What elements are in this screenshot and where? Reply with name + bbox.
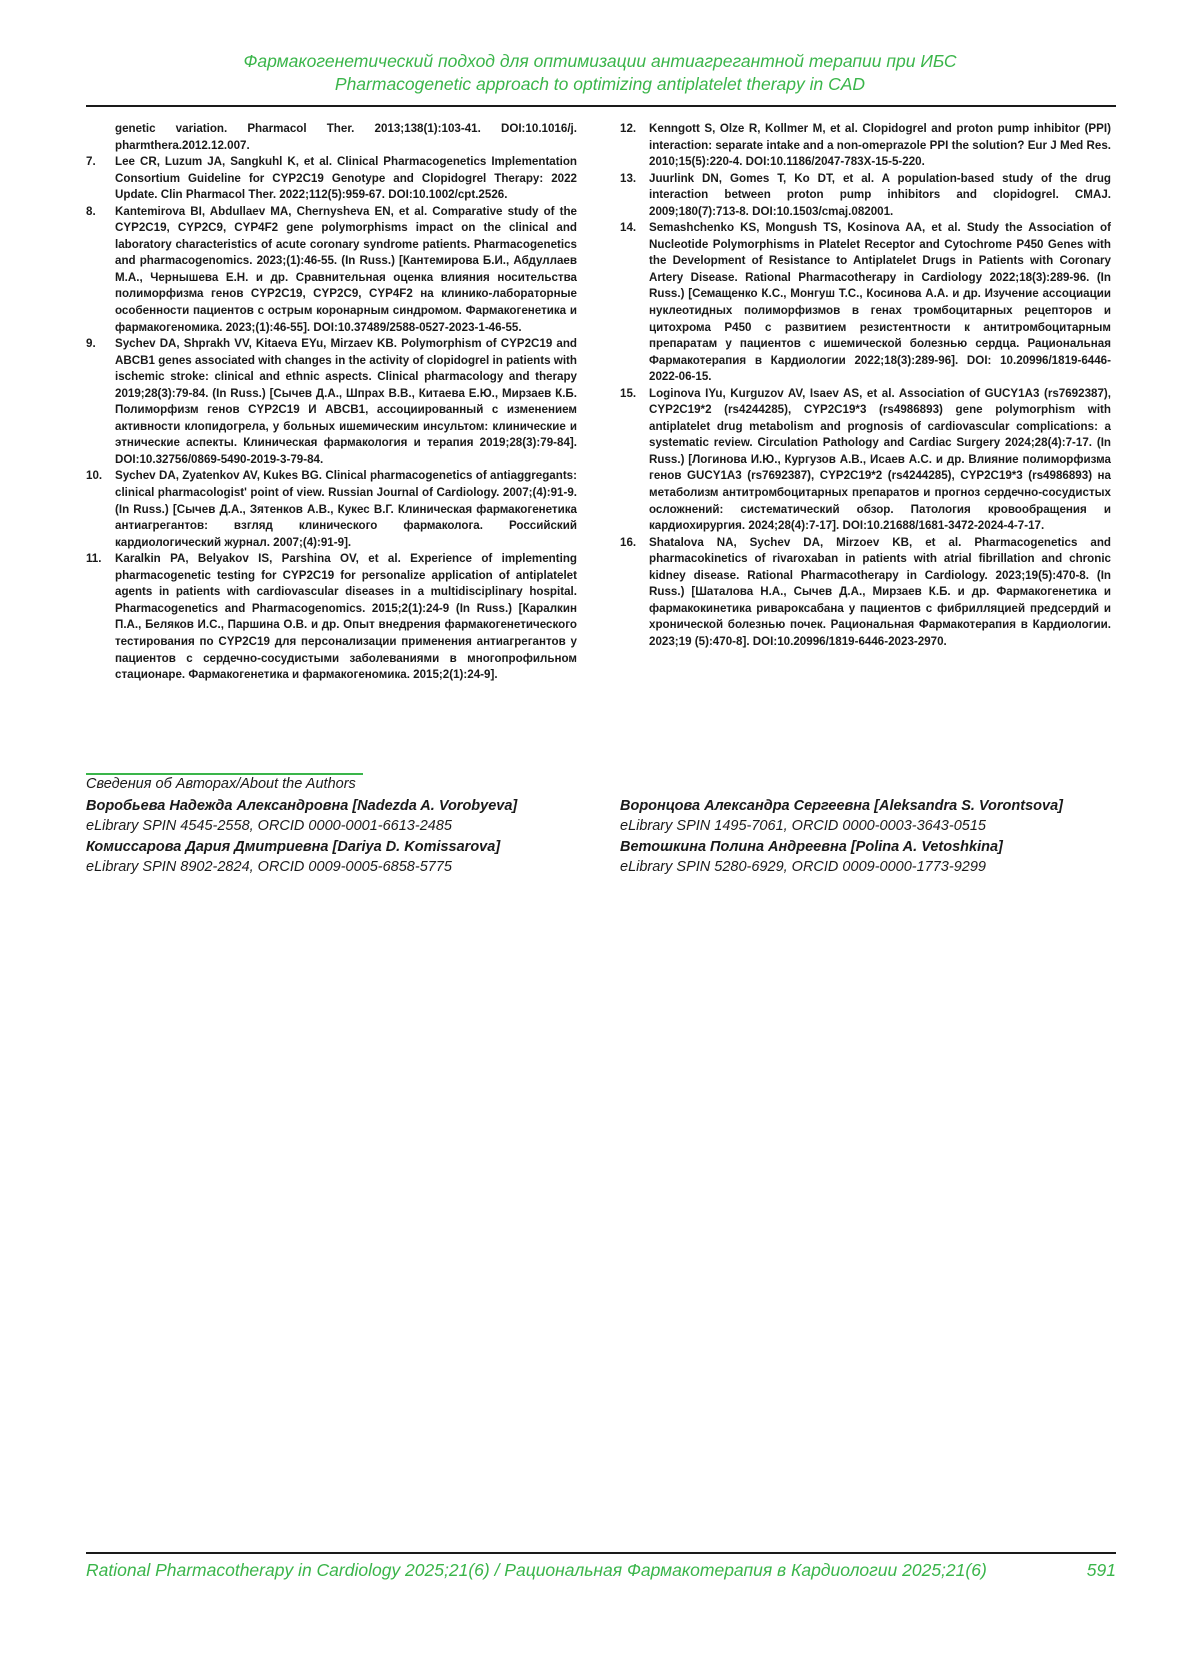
references-right-column [620, 121, 1111, 651]
reference-number: 9. [86, 337, 96, 351]
author-identifiers: eLibrary SPIN 5280-6929, ORCID 0009-0000-1773-9299 [620, 859, 986, 875]
header-title-en: Pharmacogenetic approach to optimizing antiplatelet therapy in CAD [334, 74, 866, 94]
reference-number: 10. [86, 469, 103, 483]
reference-item [86, 468, 577, 551]
reference-number: 15. [620, 386, 637, 400]
reference-number: 16. [620, 535, 637, 549]
author-name: Воробьева Надежда Александровна [Nadezda A. Vorobyeva] [86, 798, 518, 814]
page-number: 591 [1086, 1560, 1116, 1580]
reference-text: Sychev DA, Shprakh VV, Kitaeva EYu, Mirzaev KB. Polymorphism of CYP2C19 and ABCB1 genes associated with changes in the activity of clopidogrel in patients with ischemic stroke: clinical and ethnic aspects. Clinical pharmacology and therapy 2019;28(3):79-84. (In Russ.) [Сычев Д.А., Шпрах В.В., Китаева Е.Ю., Мирзаев К.Б. Полиморфизм генов CYP2C19 И ABCB1, ассоциированный с изменением активности клопидогрела, у больных ишемическим инсультом: клинические и этнические аспекты. Клиническая фармакология и терапия 2019;28(3):79-84]. DOI:10.32756/0869-5490-2019-3-79-84. [115, 337, 577, 466]
reference-item [86, 551, 577, 683]
reference-item [620, 171, 1111, 221]
author-name: Воронцова Александра Сергеевна [Aleksandra S. Vorontsova] [620, 798, 1063, 814]
reference-item [86, 204, 577, 336]
reference-text: Sychev DA, Zyatenkov AV, Kukes BG. Clinical pharmacogenetics of antiaggregants: clinical pharmacologist' point of view. Russian Journal of Cardiology. 2007;(4):91-9. (In Russ.) [Сычев Д.А., Зятенков А.В., Кукес В.Г. Клиническая фармакогенетика антиагрегантов: взгляд клинического фармаколога. Российский кардиологический журнал. 2007;(4):91-9]. [115, 469, 577, 549]
footer-journal-citation: Rational Pharmacotherapy in Cardiology 2025;21(6) / Рациональная Фармакотерапия в Кардиологии 2025;21(6) [86, 1560, 987, 1580]
reference-text: Karalkin PA, Belyakov IS, Parshina OV, et al. Experience of implementing pharmacogenetic testing for CYP2C19 for personalize application of antiplatelet agents in patients with cardiovascular diseases in a multidisciplinary hospital. Pharmacogenetics and Pharmacogenomics. 2015;2(1):24-9 (In Russ.) [Каралкин П.А., Беляков И.С., Паршина О.В. и др. Опыт внедрения фармакогенетического тестирования по CYP2C19 для персонализации применения антиагрегантов у пациентов с сердечно-сосудистыми заболеваниями в многопрофильном стационаре. Фармакогенетика и фармакогеномика. 2015;2(1):24-9]. [115, 552, 577, 682]
reference-text: Juurlink DN, Gomes T, Ko DT, et al. A population-based study of the drug interaction between proton pump inhibitors and clopidogrel. CMAJ. 2009;180(7):713-8. DOI:10.1503/cmaj.082001. [649, 171, 1111, 218]
authors-divider [86, 773, 363, 775]
footer-rule [86, 1552, 1116, 1554]
reference-text: genetic variation. Pharmacol Ther. 2013;138(1):103-41. DOI:10.1016/j. pharmthera.2012.12.007. [115, 122, 577, 152]
header-rule [86, 105, 1116, 107]
header-title-ru: Фармакогенетический подход для оптимизации антиагрегантной терапии при ИБС [243, 51, 957, 71]
running-header [0, 50, 1200, 96]
authors-heading: Сведения об Авторах/About the Authors [86, 776, 356, 792]
reference-text: Lee CR, Luzum JA, Sangkuhl K, et al. Clinical Pharmacogenetics Implementation Consortium Guideline for CYP2C19 Genotype and Clopidogrel Therapy: 2022 Update. Clin Pharmacol Ther. 2022;112(5):959-67. DOI:10.1002/cpt.2526. [115, 155, 577, 202]
author-name: Ветошкина Полина Андреевна [Polina A. Vetoshkina] [620, 839, 1003, 855]
running-footer [86, 1560, 1116, 1581]
reference-item [620, 220, 1111, 385]
reference-item [620, 386, 1111, 535]
reference-text: Semashchenko KS, Mongush TS, Kosinova AA, et al. Study the Association of Nucleotide Polymorphisms in Platelet Receptor and Cytochrome P450 Genes with the Development of Resistance to Antiplatelet Drugs in Patients with Coronary Artery Disease. Rational Pharmacotherapy in Cardiology 2022;18(3):289-96. (In Russ.) [Семащенко К.С., Монгуш Т.С., Косинова А.А. и др. Изучение ассоциации нуклеотидных полиморфизмов в генах тромбоцитарных рецепторов и цитохрома P450 с развитием резистентности к антитромбоцитарным препаратам у пациентов с ишемической болезнью сердца. Рациональная Фармакотерапия в Кардиологии 2022;18(3):289-96]. DOI: 10.20996/1819-6446-2022-06-15. [649, 221, 1111, 384]
reference-item [86, 154, 577, 204]
authors-right-column [620, 796, 1140, 878]
reference-item [620, 535, 1111, 651]
reference-number: 14. [620, 221, 637, 235]
reference-item [86, 121, 577, 154]
reference-item [620, 121, 1111, 171]
reference-number: 7. [86, 155, 96, 169]
reference-number: 12. [620, 122, 637, 135]
reference-text: Kenngott S, Olze R, Kollmer M, et al. Clopidogrel and proton pump inhibitor (PPI) interaction: separate intake and a non-omeprazole PPI the solution? Eur J Med Res. 2010;15(5):220-4. DOI:10.1186/2047-783X-15-5-220. [649, 122, 1111, 169]
authors-left-column [86, 796, 606, 878]
reference-text: Shatalova NA, Sychev DA, Mirzoev KB, et al. Pharmacogenetics and pharmacokinetics of rivaroxaban in patients with atrial fibrillation and chronic kidney disease. Rational Pharmacotherapy in Cardiology. 2023;19(5):470-8. (In Russ.) [Шаталова Н.А., Сычев Д.А., Мирзаев К.Б. и др. Фармакогенетика и фармакокинетика ривароксабана у пациентов с фибрилляцией предсердий и хронической болезнью почек. Рациональная Фармакотерапия в Кардиологии. 2023;19 (5):470-8]. DOI:10.20996/1819-6446-2023-2970. [649, 535, 1111, 648]
author-identifiers: eLibrary SPIN 1495-7061, ORCID 0000-0003-3643-0515 [620, 818, 986, 834]
reference-text: Loginova IYu, Kurguzov AV, Isaev AS, et al. Association of GUCY1A3 (rs7692387), CYP2C19*2 (rs4244285), CYP2C19*3 (rs4986893) gene polymorphism with antiplatelet drug metabolism and prognosis of cardiovascular complications: a systematic review. Circulation Pathology and Cardiac Surgery 2024;28(4):7-17. (In Russ.) [Логинова И.Ю., Кургузов А.В., Исаев А.С. и др. Влияние полиморфизма генов GUCY1A3 (rs7692387), CYP2C19*2 (rs4244285), CYP2C19*3 (rs4986893) на метаболизм антитромбоцитарных препаратов и прогноз сердечно-сосудистых осложнений: систематический обзор. Патология кровообращения и кардиохирургия. 2024;28(4):7-17]. DOI:10.21688/1681-3472-2024-4-7-17. [649, 386, 1111, 533]
author-name: Комиссарова Дария Дмитриевна [Dariya D. Komissarova] [86, 839, 501, 855]
reference-number: 11. [86, 552, 102, 566]
reference-number: 13. [620, 171, 637, 185]
reference-item [86, 336, 577, 468]
reference-text: Kantemirova BI, Abdullaev MA, Chernysheva EN, et al. Comparative study of the CYP2C19, CYP2C9, CYP4F2 gene polymorphisms impact on the clinical and laboratory characteristics of acute coronary syndrome patients. Pharmacogenetics and pharmacogenomics. 2023;(1):46-55. (In Russ.) [Кантемирова Б.И., Абдуллаев М.А., Чернышева Е.Н. и др. Сравнительная оценка влияния носительства полиморфизма генов CYP2C19, CYP2C9, CYP4F2 на клинико-лабораторные особенности пациентов с острым коронарным синдромом. Фармакогенетика и фармакогеномика. 2023;(1):46-55]. DOI:10.37489/2588-0527-2023-1-46-55. [115, 204, 577, 334]
references-left-column [86, 121, 577, 684]
reference-number: 8. [86, 204, 96, 218]
author-identifiers: eLibrary SPIN 4545-2558, ORCID 0000-0001-6613-2485 [86, 818, 452, 834]
author-identifiers: eLibrary SPIN 8902-2824, ORCID 0009-0005-6858-5775 [86, 859, 452, 875]
